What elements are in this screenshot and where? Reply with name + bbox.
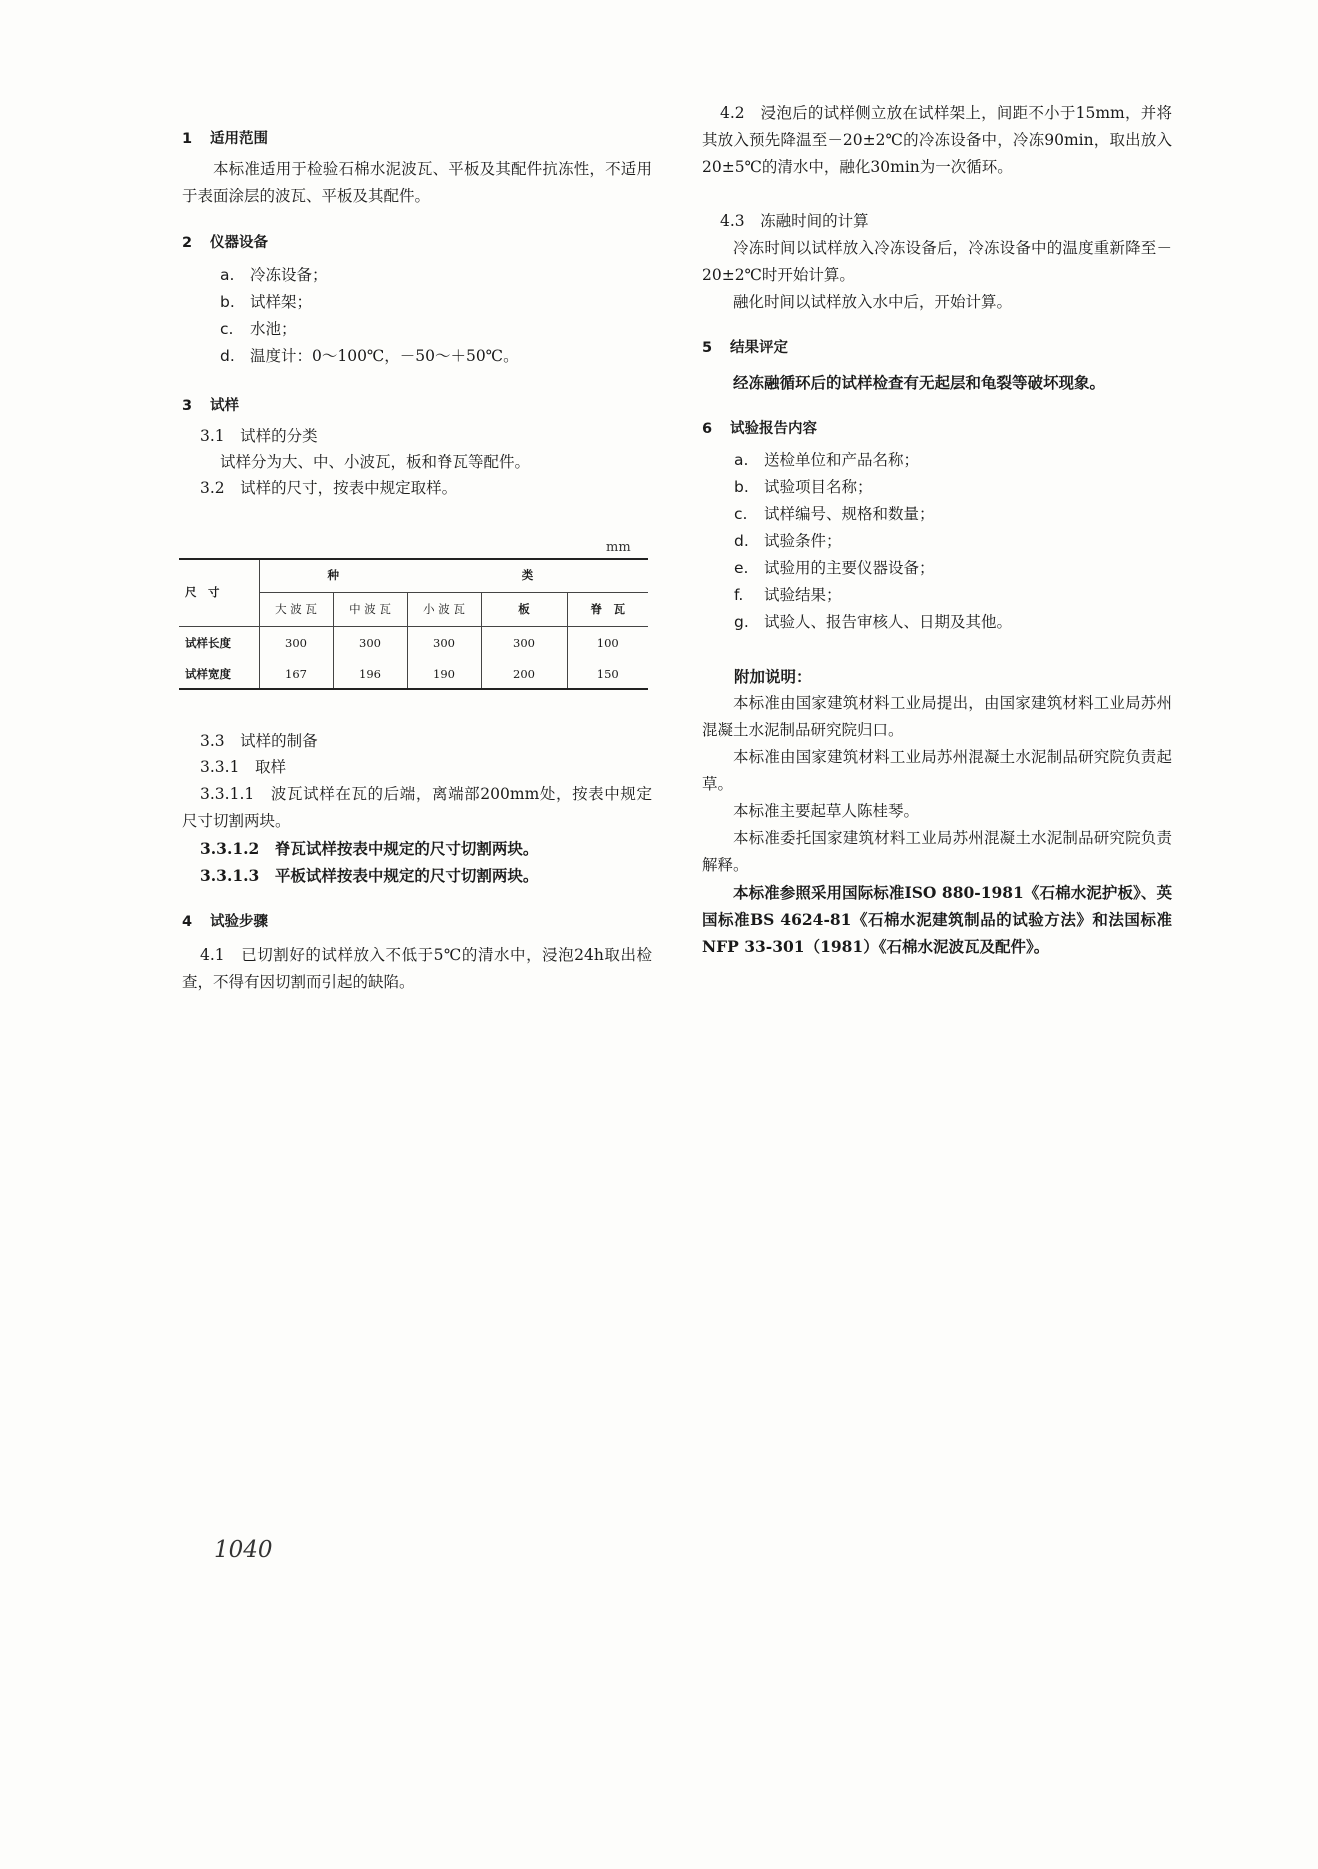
section-4-2: 4.2 浸泡后的试样侧立放在试样架上，间距不小于15mm，并将其放入预先降温至－20±2℃的冷冻设备中，冷冻90min，取出放入20±5℃的清水中，融化30min为一次循环。: [702, 104, 1172, 176]
section-4-1: 4.1 已切割好的试样放入不低于5℃的清水中，浸泡24h取出检查，不得有因切割而引起的缺陷。: [182, 946, 652, 991]
section-3-heading: 3 试样: [182, 398, 239, 414]
table-corner-header: 尺 寸: [179, 559, 259, 626]
report-item: d. 试验条件；: [734, 532, 842, 550]
report-item: e. 试验用的主要仪器设备；: [734, 559, 935, 577]
table-cell: 200: [481, 661, 567, 689]
table-cell: 150: [567, 661, 648, 689]
section-5-heading: 5 结果评定: [702, 340, 788, 356]
equipment-item: c. 水池；: [220, 320, 297, 338]
table-row: [179, 661, 648, 689]
section-3-3-label: 3.3 试样的制备: [200, 732, 318, 750]
table-row: [179, 626, 648, 661]
table-cell: 300: [407, 626, 481, 661]
section-1-heading: 1 适用范围: [182, 131, 268, 147]
table-cell: 300: [481, 626, 567, 661]
sample-size-table: [179, 558, 648, 690]
table-cell: 196: [333, 661, 407, 689]
table-unit: mm: [606, 540, 631, 555]
report-item: f. 试验结果；: [734, 586, 842, 604]
section-4-3-label: 4.3 冻融时间的计算: [720, 212, 869, 230]
page-number: 1040: [214, 1537, 273, 1563]
notes-paragraph: 本标准由国家建筑材料工业局苏州混凝土水泥制品研究院负责起草。: [702, 748, 1172, 793]
section-3-1-label: 3.1 试样的分类: [200, 427, 318, 445]
notes-title: 附加说明：: [734, 667, 812, 686]
table-cell: 300: [259, 626, 333, 661]
table-row-label: 试样长度: [179, 626, 259, 661]
section-3-1-body: 试样分为大、中、小波瓦，板和脊瓦等配件。: [220, 453, 531, 471]
table-row-label: 试样宽度: [179, 661, 259, 689]
section-3-3-1-label: 3.3.1 取样: [200, 758, 286, 776]
notes-paragraph: 本标准由国家建筑材料工业局提出，由国家建筑材料工业局苏州混凝土水泥制品研究院归口。: [702, 694, 1172, 739]
table-column-header: 板: [481, 592, 567, 626]
table-column-header: 小 波 瓦: [407, 592, 481, 626]
report-item: b. 试验项目名称；: [734, 478, 873, 496]
equipment-item: d. 温度计：0～100℃，－50～＋50℃。: [220, 347, 519, 365]
table-column-header: 脊 瓦: [567, 592, 648, 626]
section-3-2-label: 3.2 试样的尺寸，按表中规定取样。: [200, 479, 458, 497]
table-cell: 190: [407, 661, 481, 689]
section-1-body: 本标准适用于检验石棉水泥波瓦、平板及其配件抗冻性，不适用于表面涂层的波瓦、平板及其配件。: [182, 160, 652, 205]
section-2-heading: 2 仪器设备: [182, 235, 268, 251]
table-column-header: 大 波 瓦: [259, 592, 333, 626]
section-4-3-body: 冷冻时间以试样放入冷冻设备后，冷冻设备中的温度重新降至－20±2℃时开始计算。: [702, 239, 1172, 284]
section-3-3-1-2: 3.3.1.2 脊瓦试样按表中规定的尺寸切割两块。: [200, 839, 539, 858]
section-3-3-1-3: 3.3.1.3 平板试样按表中规定的尺寸切割两块。: [200, 866, 539, 885]
equipment-item: b. 试样架；: [220, 293, 313, 311]
notes-paragraph: 本标准主要起草人陈桂琴。: [733, 802, 920, 820]
report-item: a. 送检单位和产品名称；: [734, 451, 920, 469]
notes-paragraph: 本标准委托国家建筑材料工业局苏州混凝土水泥制品研究院负责解释。: [702, 829, 1172, 874]
report-item: c. 试样编号、规格和数量；: [734, 505, 935, 523]
table-cell: 100: [567, 626, 648, 661]
notes-paragraph: 本标准参照采用国际标准ISO 880-1981《石棉水泥护板》、英国标准BS 4624-81《石棉水泥建筑制品的试验方法》和法国标准NFP 33-301（1981）《石棉水泥波瓦及配件》。: [702, 883, 1172, 956]
table-group-header: 种: [259, 559, 407, 592]
equipment-item: a. 冷冻设备；: [220, 266, 328, 284]
table-cell: 300: [333, 626, 407, 661]
section-4-3-body: 融化时间以试样放入水中后，开始计算。: [733, 293, 1013, 311]
table-group-header: 类: [407, 559, 648, 592]
section-5-body: 经冻融循环后的试样检查有无起层和龟裂等破坏现象。: [733, 373, 1106, 392]
table-cell: 167: [259, 661, 333, 689]
report-item: g. 试验人、报告审核人、日期及其他。: [734, 613, 1013, 631]
section-6-heading: 6 试验报告内容: [702, 421, 817, 437]
table-column-header: 中 波 瓦: [333, 592, 407, 626]
section-3-3-1-1: 3.3.1.1 波瓦试样在瓦的后端，离端部200mm处，按表中规定尺寸切割两块。: [182, 785, 652, 830]
section-4-heading: 4 试验步骤: [182, 914, 268, 930]
